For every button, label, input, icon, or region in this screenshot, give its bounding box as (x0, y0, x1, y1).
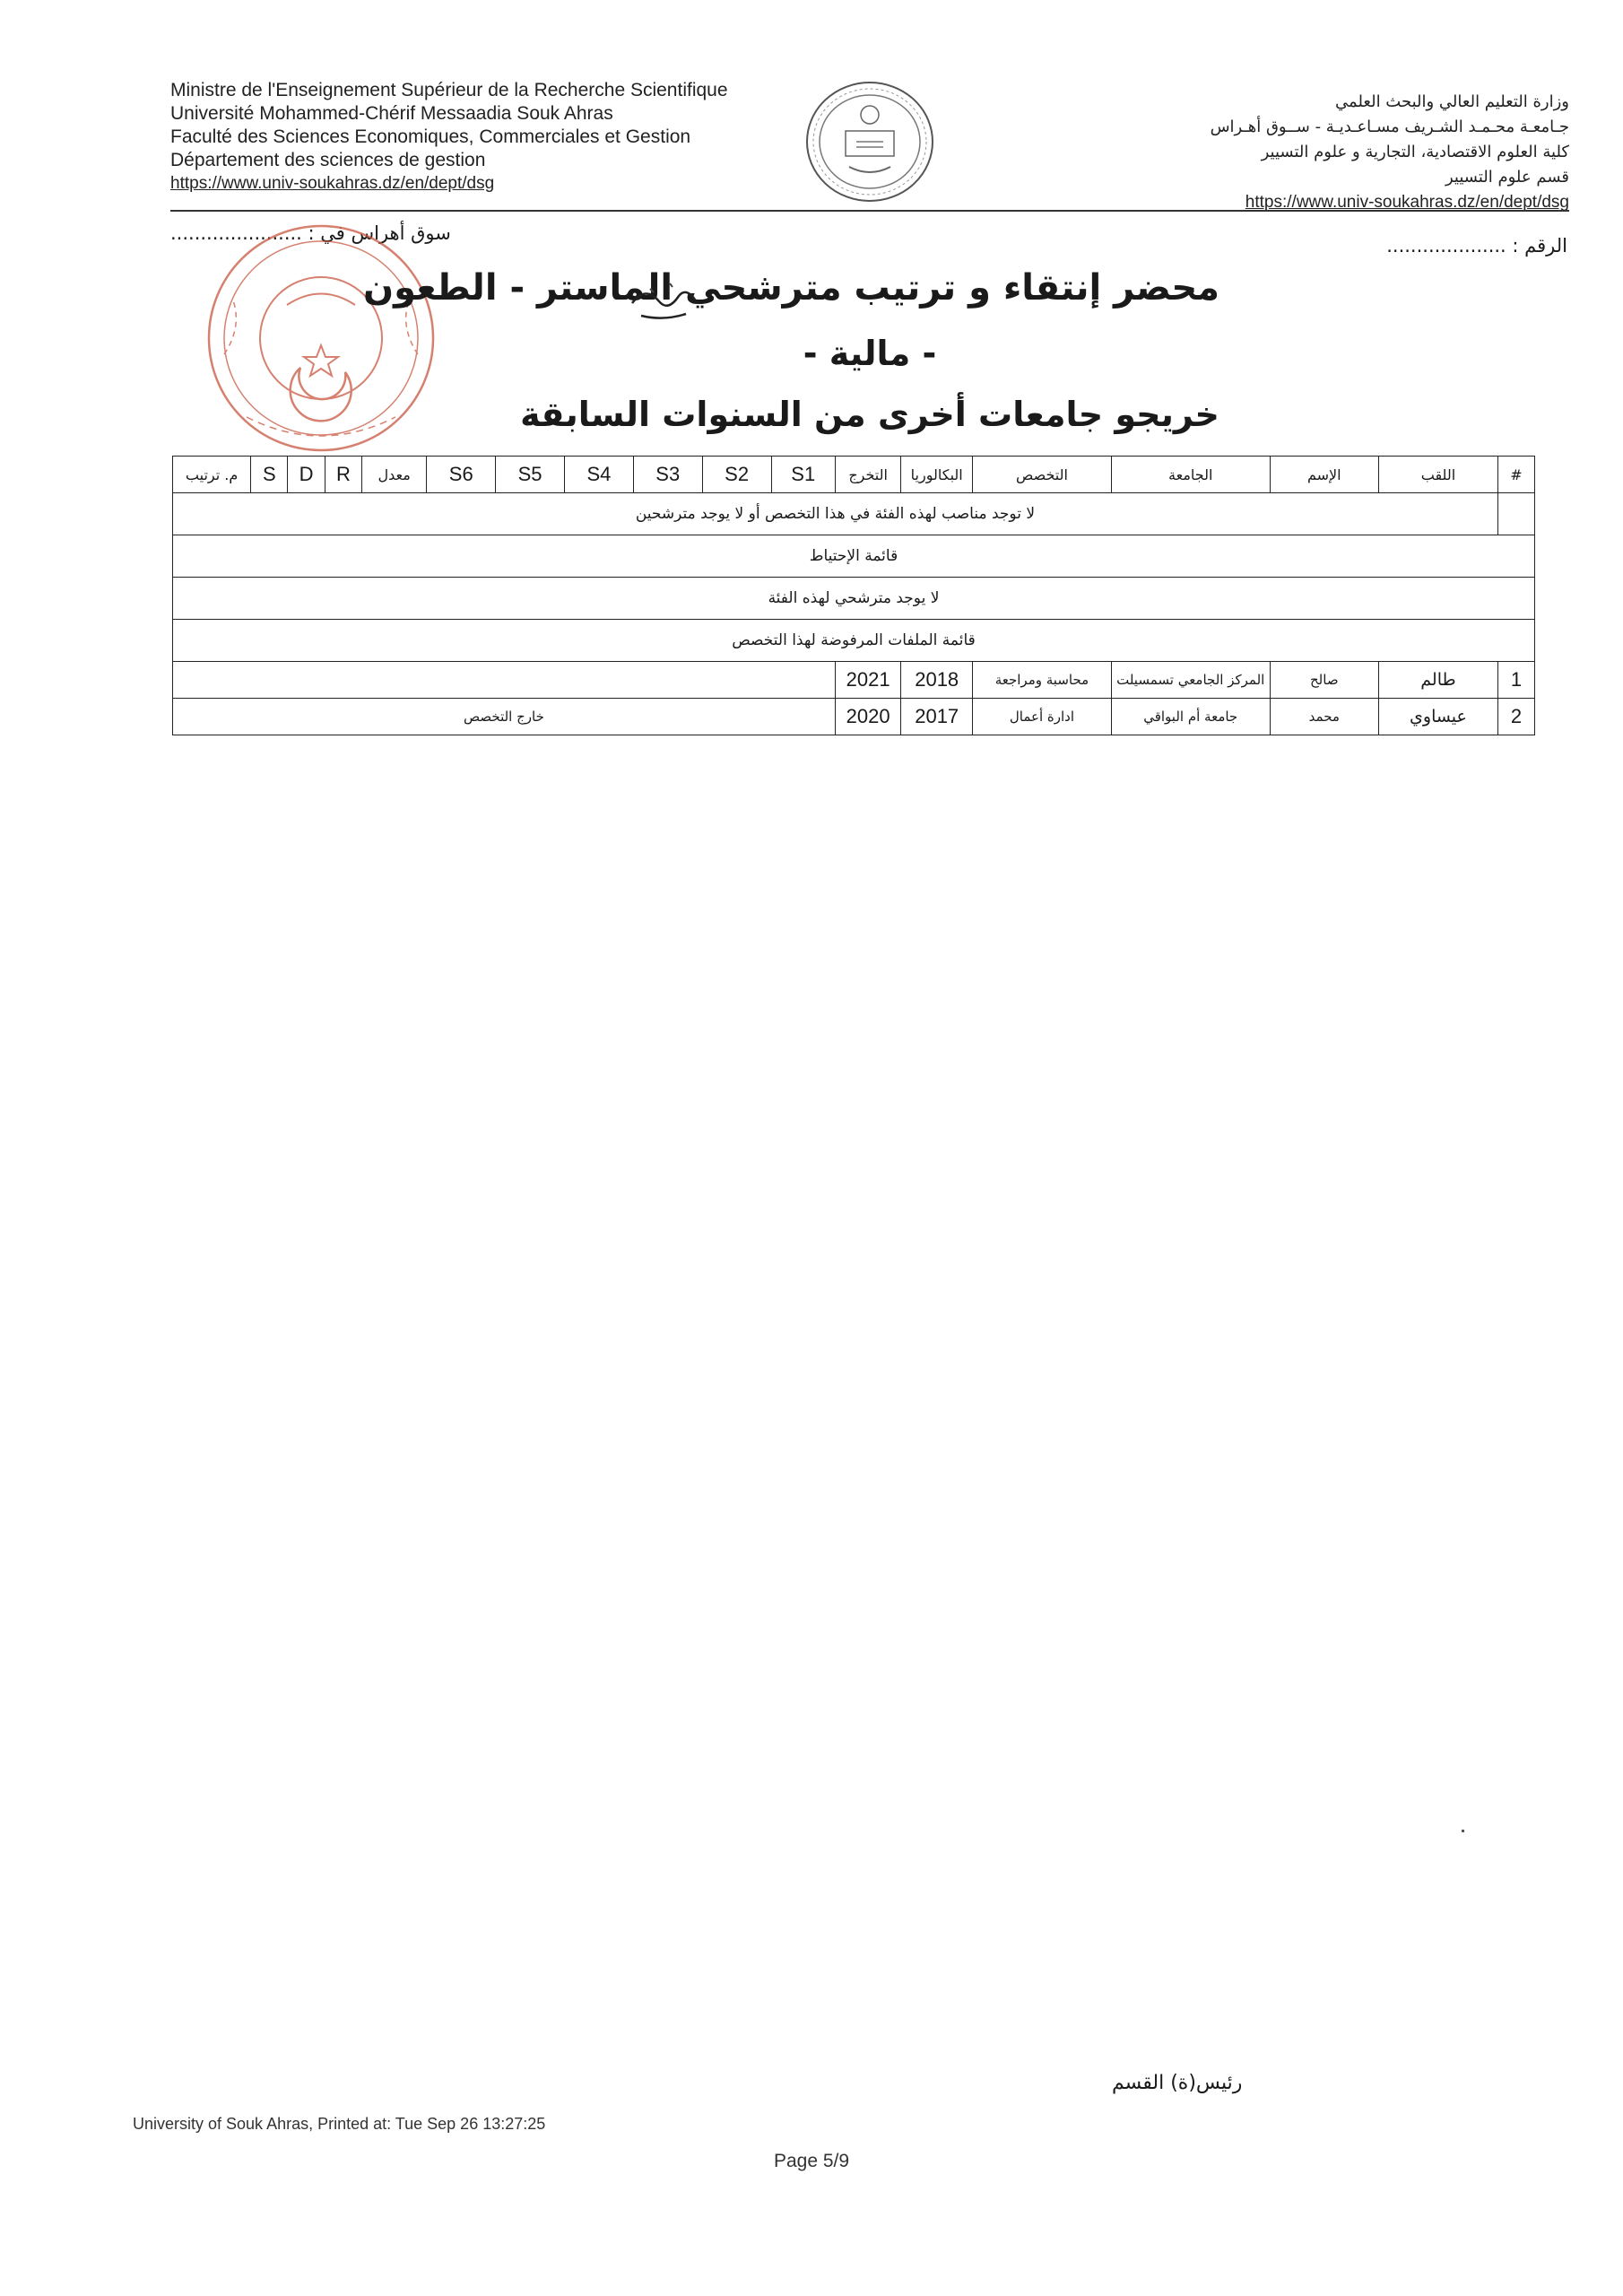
specialty: محاسبة ومراجعة (973, 662, 1112, 699)
document-subtitle-specialty: - مالية - (803, 334, 937, 373)
last-name: عيساوي (1379, 699, 1498, 735)
col-header: # (1497, 457, 1534, 493)
table-row-message (173, 493, 1535, 535)
university-fr: Université Mohammed-Chérif Messaadia Souk Ahras (170, 103, 613, 124)
col-header: S5 (496, 457, 565, 493)
table-row-section (173, 535, 1535, 578)
department-chief-signature-label: رئيس(ة) القسم (1112, 2072, 1243, 2094)
faculty-ar: كلية العلوم الاقتصادية، التجارية و علوم التسيير (1261, 143, 1569, 161)
handwritten-signature (623, 276, 704, 328)
university: جامعة أم البواقي (1111, 699, 1270, 735)
col-header: S (251, 457, 288, 493)
dept-url-fr[interactable]: https://www.univ-soukahras.dz/en/dept/dsg (170, 174, 495, 193)
row-number: 1 (1497, 662, 1534, 699)
bac-year: 2017 (901, 699, 973, 735)
reserve-list-label: قائمة الإحتياط (173, 535, 1535, 578)
official-red-stamp (161, 220, 480, 457)
university-ar: جـامعـة محـمـد الشـريف مسـاعـديـة - ســوق أهـراس (1210, 117, 1569, 136)
department-fr: Département des sciences de gestion (170, 150, 486, 170)
document-subtitle-category: خريجو جامعات أخرى من السنوات السابقة (520, 395, 1219, 434)
specialty: ادارة أعمال (973, 699, 1112, 735)
dept-url-ar[interactable]: https://www.univ-soukahras.dz/en/dept/dsg (1245, 193, 1569, 212)
document-title: محضر إنتقاء و ترتيب مترشحي الماستر - الطعون (363, 267, 1219, 309)
header-arabic (1067, 90, 1569, 215)
col-header: R (325, 457, 361, 493)
table-row-section (173, 620, 1535, 662)
no-positions-message: لا توجد مناصب لهذه الفئة في هذا التخصص أو لا يوجد مترشحين (173, 493, 1498, 535)
no-candidates-message: لا يوجد مترشحي لهذه الفئة (173, 578, 1535, 620)
col-header: S2 (702, 457, 771, 493)
table-header-row (173, 457, 1535, 493)
last-name: طالم (1379, 662, 1498, 699)
col-header: البكالوريا (901, 457, 973, 493)
place-date-line: سوق أهراس في : ...................... (170, 222, 451, 244)
header-french (170, 79, 852, 196)
rejected-list-label: قائمة الملفات المرفوضة لهذا التخصص (173, 620, 1535, 662)
col-header: معدل (362, 457, 427, 493)
university-seal-logo (803, 79, 937, 204)
graduation-year: 2020 (835, 699, 900, 735)
row-number: 2 (1497, 699, 1534, 735)
first-name: محمد (1270, 699, 1378, 735)
col-header: S3 (633, 457, 702, 493)
table-row-message (173, 578, 1535, 620)
col-header: الإسم (1270, 457, 1378, 493)
col-header: S1 (771, 457, 835, 493)
printed-timestamp: University of Souk Ahras, Printed at: Tue Sep 26 13:27:25 (133, 2115, 546, 2133)
col-header: S4 (565, 457, 634, 493)
table-row (173, 662, 1535, 699)
faculty-fr: Faculté des Sciences Economiques, Commerciales et Gestion (170, 126, 691, 147)
ministry-ar: وزارة التعليم العالي والبحث العلمي (1335, 92, 1569, 111)
reference-number: الرقم : .................... (1386, 235, 1567, 257)
remark: خارج التخصص (173, 699, 836, 735)
header-divider (170, 210, 1569, 212)
university: المركز الجامعي تسمسيلت (1111, 662, 1270, 699)
col-header: الجامعة (1111, 457, 1270, 493)
remark (173, 662, 836, 699)
col-header: D (288, 457, 325, 493)
col-header: اللقب (1379, 457, 1498, 493)
first-name: صالح (1270, 662, 1378, 699)
bac-year: 2018 (901, 662, 973, 699)
col-header: التخرج (835, 457, 900, 493)
scan-dot (1462, 1830, 1464, 1832)
page-number: Page 5/9 (773, 2151, 850, 2171)
col-header: م. ترتيب (173, 457, 251, 493)
table-row (173, 699, 1535, 735)
department-ar: قسم علوم التسيير (1445, 168, 1569, 187)
graduation-year: 2021 (835, 662, 900, 699)
ministry-fr: Ministre de l'Enseignement Supérieur de la Recherche Scientifique (170, 80, 728, 100)
col-header: S6 (427, 457, 496, 493)
candidates-table (172, 456, 1535, 735)
col-header: التخصص (973, 457, 1112, 493)
